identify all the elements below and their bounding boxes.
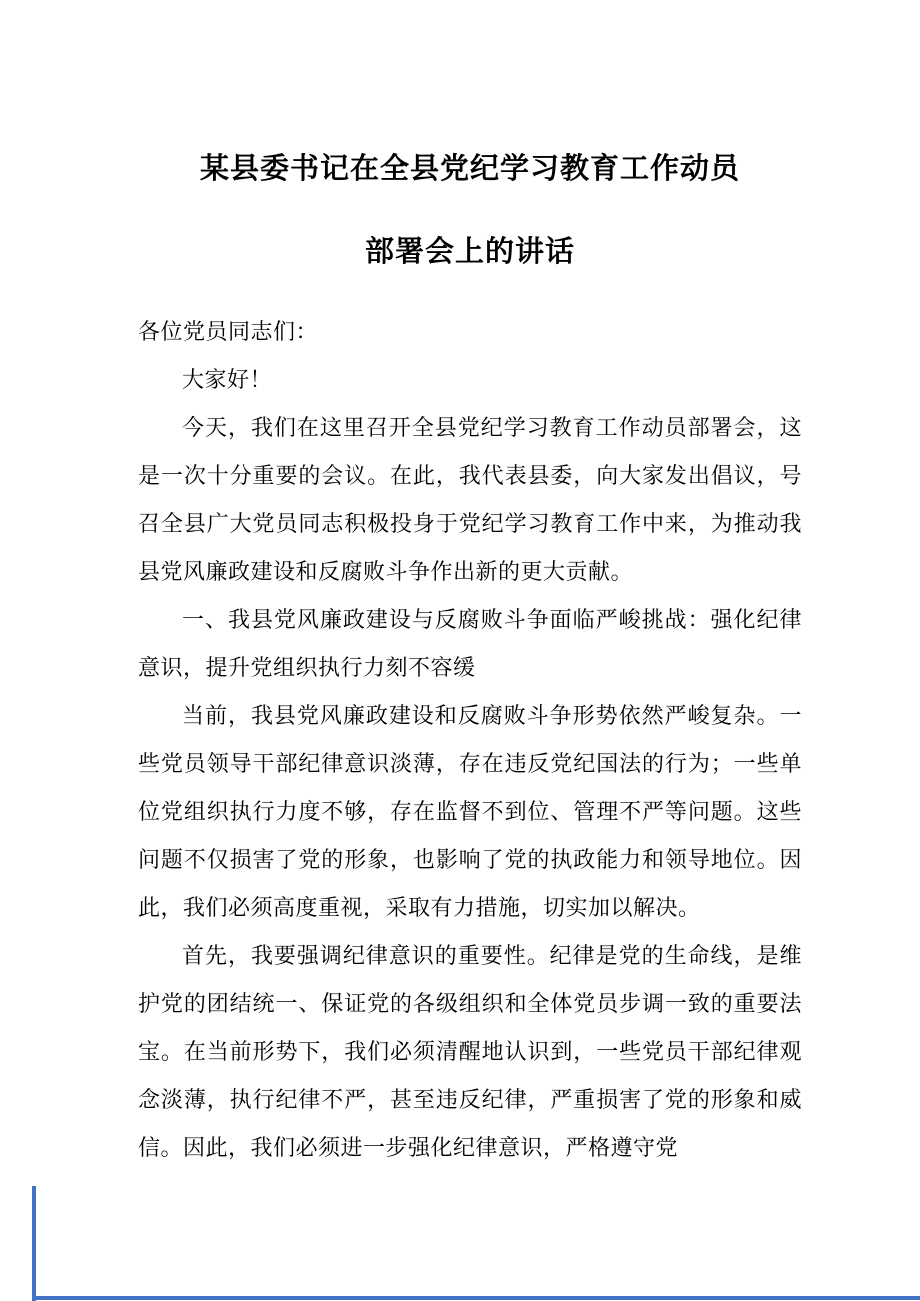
document-title-line-2: 部署会上的讲话 [364, 236, 575, 268]
document-content [138, 128, 802, 1172]
paragraph: 各位党员同志们： [138, 319, 319, 344]
paragraph: 一、我县党风廉政建设与反腐败斗争面临严峻挑战：强化纪律意识，提升党组织执行力刻不容缓 [138, 607, 802, 680]
document-title [138, 128, 802, 294]
document-body [138, 308, 802, 1172]
paragraph: 今天，我们在这里召开全县党纪学习教育工作动员部署会，这是一次十分重要的会议。在此，我代表县委，向大家发出倡议，号召全县广大党员同志积极投身于党纪学习教育工作中来，为推动我县党风廉政建设和反腐败斗争作出新的更大贡献。 [138, 415, 802, 584]
paragraph: 首先，我要强调纪律意识的重要性。纪律是党的生命线，是维护党的团结统一、保证党的各级组织和全体党员步调一致的重要法宝。在当前形势下，我们必须清醒地认识到，一些党员干部纪律观念淡薄，执行纪律不严，甚至违反纪律，严重损害了党的形象和威信。因此，我们必须进一步强化纪律意识，严格遵守党 [138, 943, 802, 1160]
paragraph: 当前，我县党风廉政建设和反腐败斗争形势依然严峻复杂。一些党员领导干部纪律意识淡薄，存在违反党纪国法的行为；一些单位党组织执行力度不够，存在监督不到位、管理不严等问题。这些问题不仅损害了党的形象，也影响了党的执政能力和领导地位。因此，我们必须高度重视，采取有力措施，切实加以解决。 [138, 703, 802, 920]
document-title-line-1: 某县委书记在全县党纪学习教育工作动员 [199, 153, 740, 185]
page-border-left-segment [32, 1186, 36, 1301]
paragraph: 大家好！ [182, 367, 273, 392]
page-border-bottom-line [32, 1296, 920, 1300]
